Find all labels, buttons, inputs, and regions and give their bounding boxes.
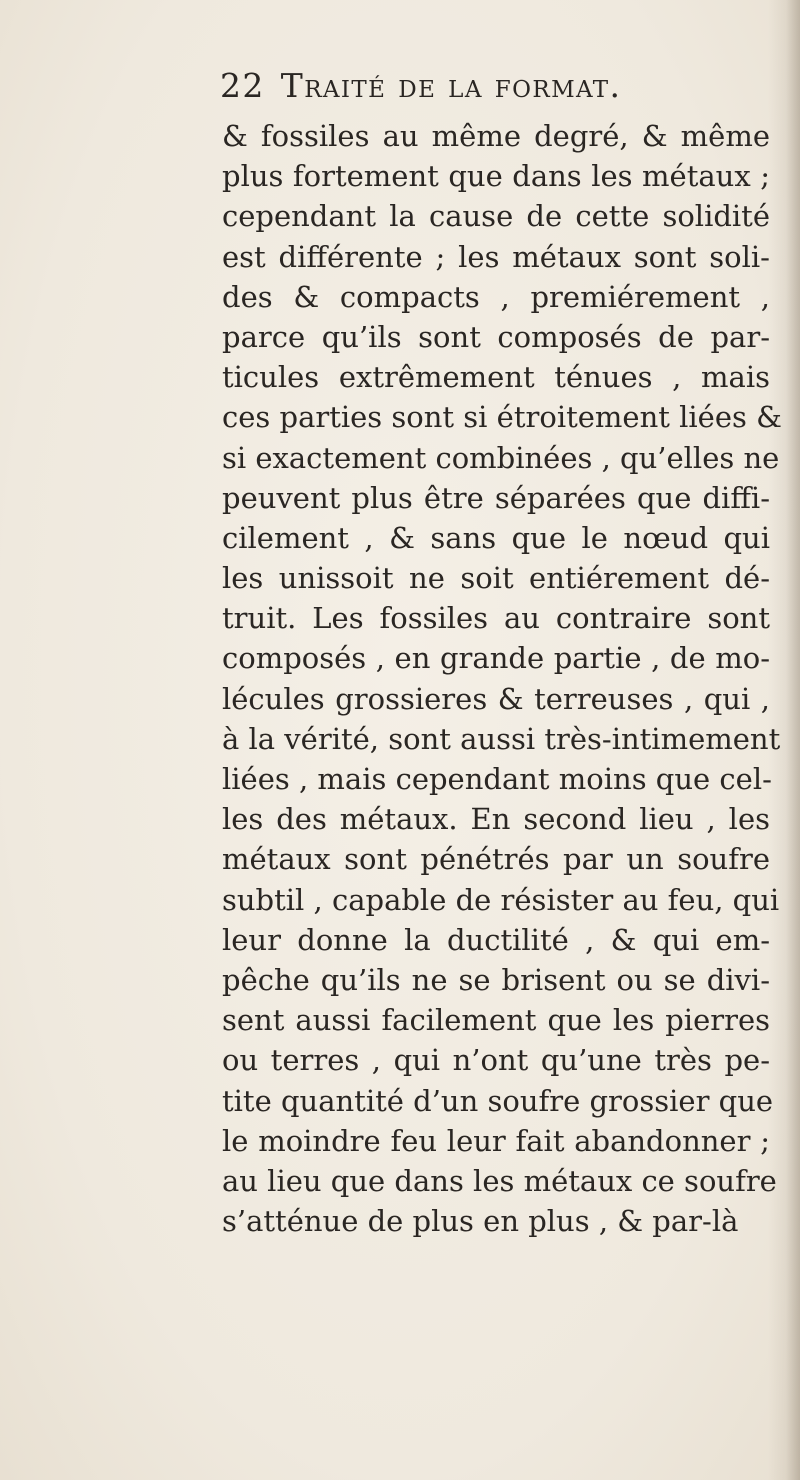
text-line: sent aussi facilement que les pierres xyxy=(222,1003,770,1038)
text-line: s’atténue de plus en plus , & par-là xyxy=(222,1204,739,1239)
page-number: 22 xyxy=(220,66,265,105)
text-line: des & compacts , premiérement , xyxy=(222,279,770,314)
text-line: composés , en grande partie , de mo- xyxy=(222,641,770,676)
text-line: peuvent plus être séparées que diffi- xyxy=(222,480,770,515)
running-head xyxy=(220,66,780,118)
text-line: ces parties sont si étroitement liées & xyxy=(222,400,782,435)
text-line: lécules grossieres & terreuses , qui , xyxy=(222,681,770,716)
text-line: cilement , & sans que le nœud qui xyxy=(222,520,770,555)
text-line: truit. Les fossiles au contraire sont xyxy=(222,601,770,636)
text-line: est différente ; les métaux sont soli- xyxy=(222,239,770,274)
page-edge-shadow xyxy=(786,0,800,1480)
text-line: le moindre feu leur fait abandonner ; xyxy=(222,1123,770,1158)
text-line: au lieu que dans les métaux ce soufre xyxy=(222,1163,777,1198)
text-line: liées , mais cependant moins que cel- xyxy=(222,762,772,796)
text-line: à la vérité, sont aussi très-intimement xyxy=(222,721,781,756)
text-line: les unissoit ne soit entiérement dé- xyxy=(222,561,770,596)
text-line: subtil , capable de résister au feu, qui xyxy=(222,882,780,917)
text-line: & fossiles au même degré, & même xyxy=(222,119,770,153)
text-line: cependant la cause de cette solidité xyxy=(222,199,770,234)
text-line: ou terres , qui n’ont qu’une très pe- xyxy=(222,1043,770,1078)
text-line: métaux sont pénétrés par un soufre xyxy=(222,842,770,877)
text-line: pêche qu’ils ne se brisent ou se divi- xyxy=(222,962,770,997)
text-line: tite quantité d’un soufre grossier que xyxy=(222,1083,774,1118)
text-line: les des métaux. En second lieu , les xyxy=(222,802,770,837)
text-line: ticules extrêmement ténues , mais xyxy=(222,360,770,395)
body-text xyxy=(222,116,782,1241)
text-line: parce qu’ils sont composés de par- xyxy=(222,319,770,354)
text-line: si exactement combinées , qu’elles ne xyxy=(222,440,780,475)
running-title: Traité de la format. xyxy=(280,66,622,105)
text-line: plus fortement que dans les métaux ; xyxy=(222,159,770,194)
text-line: leur donne la ductilité , & qui em- xyxy=(222,922,770,957)
